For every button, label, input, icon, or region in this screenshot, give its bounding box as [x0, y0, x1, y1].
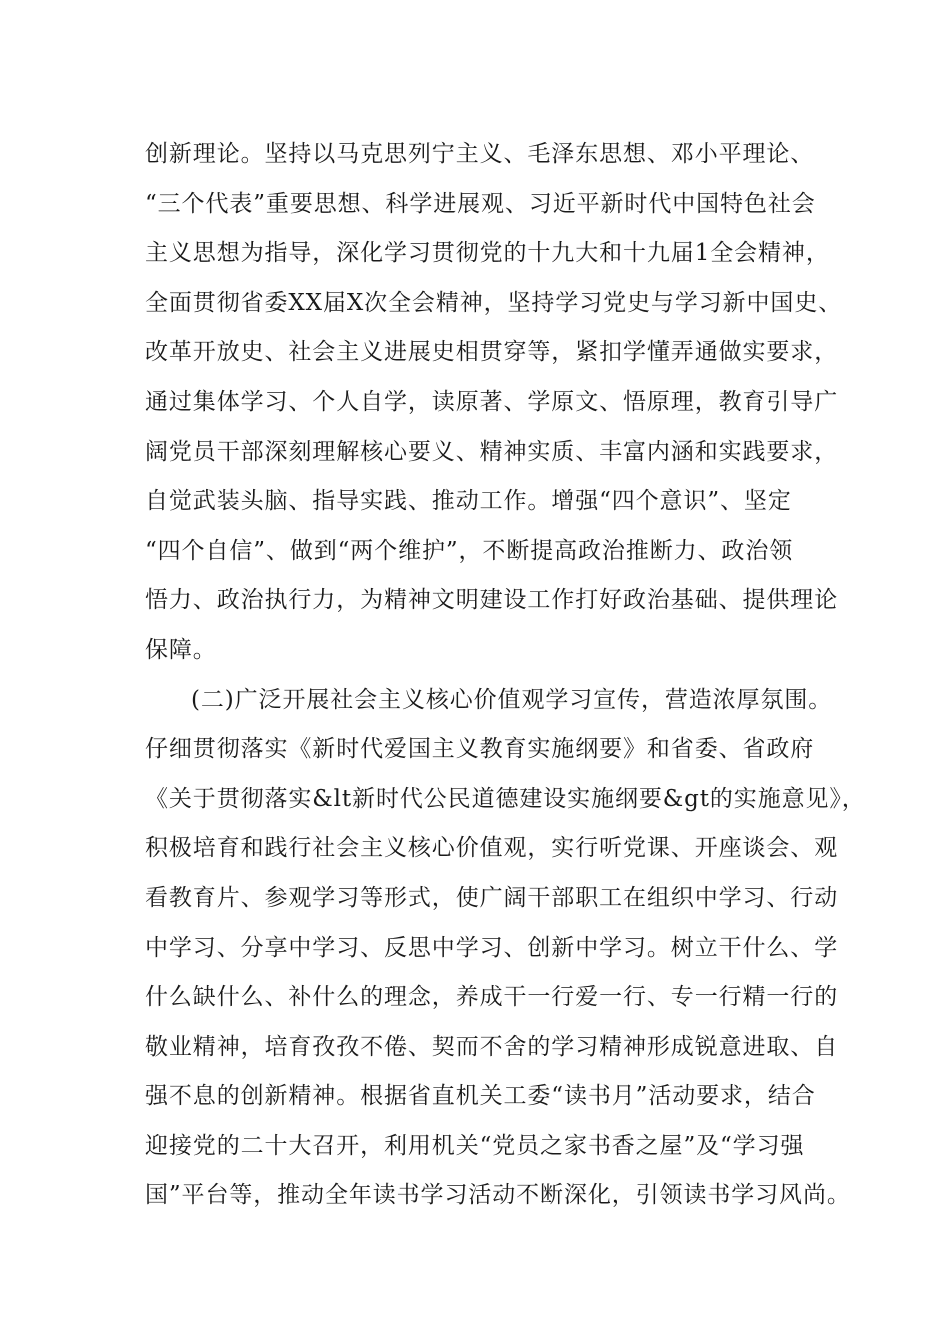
text-line: 强不息的创新精神。根据省直机关工委“读书月”活动要求，结合: [145, 1083, 816, 1110]
text-line: 悟力、政治执行力，为精神文明建设工作打好政治基础、提供理论: [145, 587, 839, 614]
text-line: “三个代表”重要思想、科学进展观、习近平新时代中国特色社会: [145, 190, 816, 217]
text-line: 保障。: [145, 636, 217, 663]
section-heading-line: (二)广泛开展社会主义核心价值观学习宣传，营造浓厚氛围。: [191, 686, 833, 713]
text-line: 国”平台等，推动全年读书学习活动不断深化，引领读书学习风尚。: [145, 1182, 851, 1209]
text-line: 中学习、分享中学习、反思中学习、创新中学习。树立干什么、学: [145, 934, 839, 961]
text-line: 创新理论。坚持以马克思列宁主义、毛泽东思想、邓小平理论、: [145, 141, 815, 167]
text-line: 积极培育和践行社会主义核心价值观，实行听党课、开座谈会、观: [145, 835, 839, 862]
text-line: 自觉武装头脑、指导实践、推动工作。增强“四个意识”、坚定: [145, 488, 792, 515]
text-line: 看教育片、参观学习等形式，使广阔干部职工在组织中学习、行动: [145, 884, 839, 911]
text-line: 改革开放史、社会主义进展史相贯穿等，紧扣学懂弄通做实要求，: [145, 339, 839, 366]
text-line: “四个自信”、做到“两个维护”，不断提高政治推断力、政治领: [145, 537, 794, 564]
text-line: 什么缺什么、补什么的理念，养成干一行爱一行、专一行精一行的: [145, 984, 839, 1011]
text-line: 迎接党的二十大召开，利用机关“党员之家书香之屋”及“学习强: [145, 1132, 805, 1159]
text-line: 敬业精神，培育孜孜不倦、契而不舍的学习精神形成锐意进取、自: [145, 1033, 839, 1060]
body-text: [145, 130, 866, 1221]
text-line: 通过集体学习、个人自学，读原著、学原文、悟原理，教育引导广: [145, 388, 839, 415]
text-line: 仔细贯彻落实《新时代爱国主义教育实施纲要》和省委、省政府: [145, 736, 815, 763]
text-line: 《关于贯彻落实&lt新时代公民道德建设实施纲要&gt的实施意见》，: [145, 785, 866, 812]
text-line: 主义思想为指导，深化学习贯彻党的十九大和十九届1全会精神，: [145, 240, 830, 267]
text-line: 全面贯彻省委XX届X次全会精神，坚持学习党史与学习新中国史、: [145, 289, 843, 316]
text-line: 阔党员干部深刻理解核心要义、精神实质、丰富内涵和实践要求，: [145, 438, 839, 465]
